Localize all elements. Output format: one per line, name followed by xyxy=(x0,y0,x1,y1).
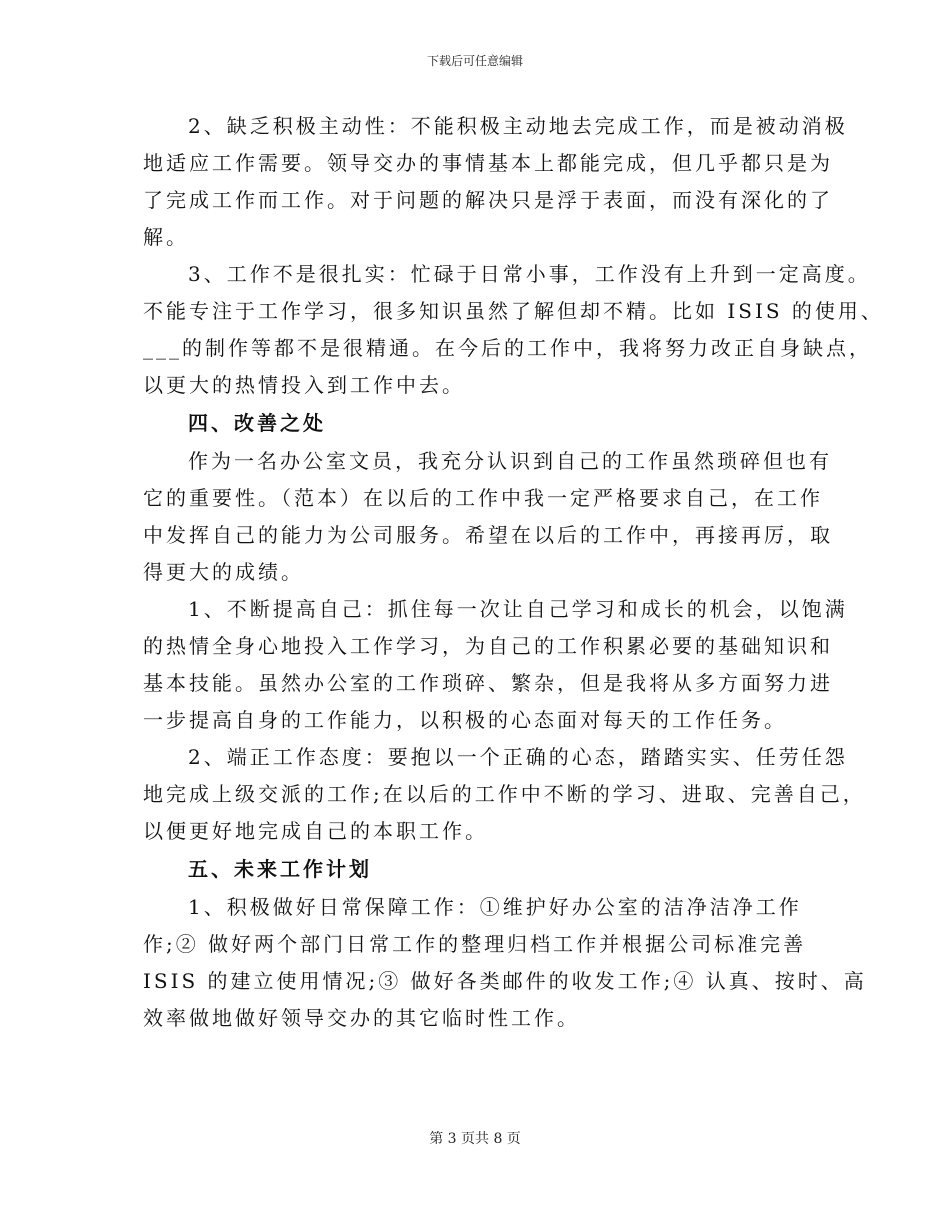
text-line: 以便更好地完成自己的本职工作。 xyxy=(143,819,488,843)
text-line: 基本技能。虽然办公室的工作琐碎、繁杂，但是我将从多方面努力进 xyxy=(143,671,833,695)
text-line: 地适应工作需要。领导交办的事情基本上都能完成，但几乎都只是为 xyxy=(143,151,833,175)
text-line: 2、缺乏积极主动性：不能积极主动地去完成工作，而是被动消极 xyxy=(188,114,848,138)
text-line: 了完成工作而工作。对于问题的解决只是浮于表面，而没有深化的了 xyxy=(143,188,833,212)
section-heading: 四、改善之处 xyxy=(188,411,326,435)
text-line: 作为一名办公室文员，我充分认识到自己的工作虽然琐碎但也有 xyxy=(188,449,832,473)
text-line: 解。 xyxy=(143,225,189,249)
text-line: 效率做地做好领导交办的其它临时性工作。 xyxy=(143,1006,580,1030)
text-line: 作;② 做好两个部门日常工作的整理归档工作并根据公司标准完善 xyxy=(143,932,807,956)
text-line: 它的重要性。（范本）在以后的工作中我一定严格要求自己，在工作 xyxy=(143,486,823,510)
text-line: 中发挥自己的能力为公司服务。希望在以后的工作中，再接再厉，取 xyxy=(143,523,833,547)
text-line: 1、不断提高自己：抓住每一次让自己学习和成长的机会，以饱满 xyxy=(188,597,848,621)
document-body xyxy=(143,108,884,1037)
text-line: ___的制作等都不是很精通。在今后的工作中，我将努力改正自身缺点， xyxy=(143,336,872,360)
section-heading: 五、未来工作计划 xyxy=(188,857,372,881)
page-footer: 第 3 页共 8 页 xyxy=(429,1131,521,1147)
page-header: 下载后可任意编辑 xyxy=(426,54,523,68)
text-line: ISIS 的建立使用情况;③ 做好各类邮件的收发工作;④ 认真、按时、高 xyxy=(143,969,867,993)
text-line: 2、端正工作态度：要抱以一个正确的心态，踏踏实实、任劳任怨 xyxy=(188,745,848,769)
text-line: 3、工作不是很扎实：忙碌于日常小事，工作没有上升到一定高度。 xyxy=(188,262,871,286)
text-line: 1、积极做好日常保障工作：①维护好办公室的洁净洁净工作 xyxy=(188,895,802,919)
text-line: 不能专注于工作学习，很多知识虽然了解但却不精。比如 ISIS 的使用、 xyxy=(143,299,884,323)
text-line: 以更大的热情投入到工作中去。 xyxy=(143,373,465,397)
text-line: 一步提高自身的工作能力，以积极的心态面对每天的工作任务。 xyxy=(143,708,787,732)
text-line: 得更大的成绩。 xyxy=(143,560,304,584)
text-line: 地完成上级交派的工作;在以后的工作中不断的学习、进取、完善自己， xyxy=(143,782,866,806)
text-line: 的热情全身心地投入工作学习，为自己的工作积累必要的基础知识和 xyxy=(143,634,833,658)
